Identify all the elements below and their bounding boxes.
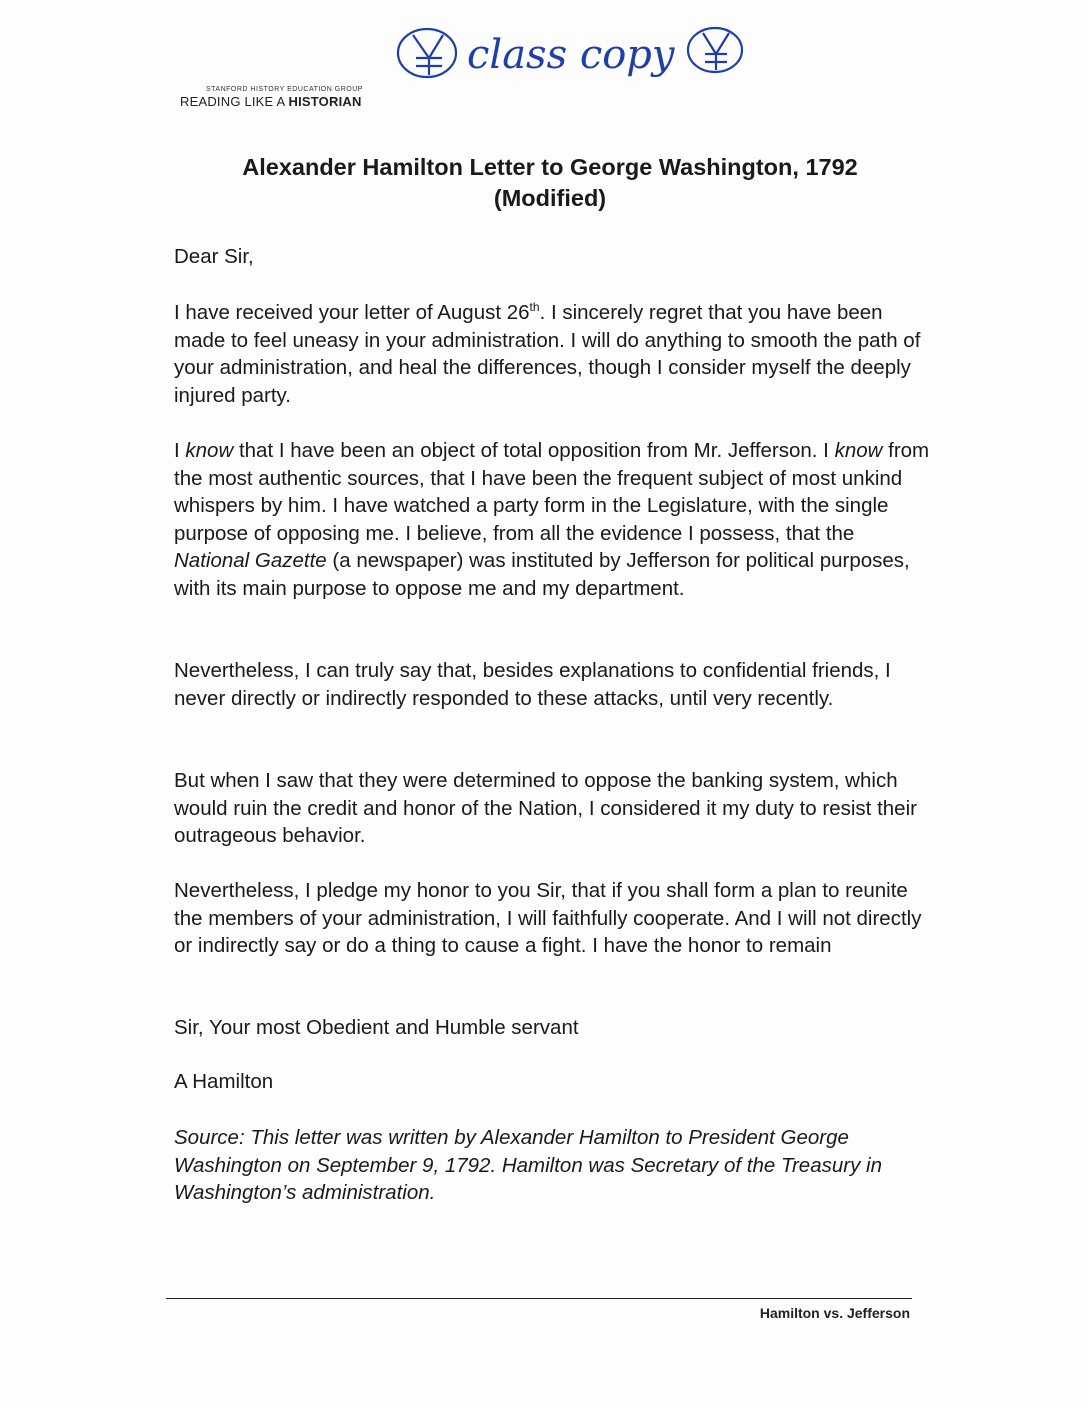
circled-mark-icon: [398, 29, 456, 77]
letter-salutation: Dear Sir,: [174, 245, 254, 268]
title-line-2: (Modified): [493, 185, 607, 211]
logo-name-text: [180, 94, 363, 109]
p2-italic-3: National Gazette: [174, 549, 327, 572]
letter-closing: Sir, Your most Obedient and Humble servant: [174, 1016, 579, 1039]
letter-signature: A Hamilton: [174, 1070, 274, 1093]
footer-label: Hamilton vs. Jefferson: [759, 1305, 910, 1321]
p2-text-b: that I have been an object of total opposition from Mr. Jefferson. I: [233, 439, 835, 462]
p2-italic-1: know: [185, 439, 234, 462]
circled-mark-icon: [688, 28, 742, 72]
letter-paragraph-4: But when I saw that they were determined to oppose the banking system, which would ruin the credit and honor of the Nation, I considered it my duty to resist their outrageous behavior.: [174, 769, 917, 847]
document-title: [140, 152, 960, 214]
footer-divider: [166, 1298, 912, 1299]
p2-text-d: (a newspaper) was instituted by Jefferson for political purposes, with its main purpose to oppose me and my department.: [174, 549, 910, 600]
letter-paragraph-2: [174, 437, 934, 602]
p1-text-b: . I sincerely regret that you have been made to feel uneasy in your administration. I will do anything to smooth the path of your administration, and heal the differences, though I consider myself the deeply injured party.: [174, 301, 921, 407]
logo-name-bold: HISTORIAN: [288, 94, 362, 109]
logo-name-prefix: READING LIKE A: [180, 94, 289, 109]
title-line-1: Alexander Hamilton Letter to George Washington, 1792: [242, 154, 858, 180]
annotation-drawing: [385, 20, 765, 100]
p2-text-c: from the most authentic sources, that I have been the frequent subject of most unkind whispers by him. I have watched a party form in the Legislature, with the single purpose of opposing me. I believe, from all the evidence I possess, that the: [174, 439, 930, 545]
p1-text-a: I have received your letter of August 26: [174, 301, 530, 324]
letter-paragraph-1: [174, 299, 934, 409]
p1-superscript: th: [529, 300, 540, 315]
p2-text-a: I: [174, 439, 186, 462]
annotation-text: class copy: [467, 32, 675, 78]
logo-org-text: STANFORD HISTORY EDUCATION GROUP: [206, 86, 363, 93]
shpeg-logo: [180, 86, 363, 109]
handwritten-annotation: [385, 20, 765, 100]
letter-paragraph-5: Nevertheless, I pledge my honor to you Sir, that if you shall form a plan to reunite the members of your administration, I will faithfully cooperate. And I will not directly or indirectly say or do a thing to cause a fight. I have the honor to remain: [174, 879, 922, 957]
letter-paragraph-3: Nevertheless, I can truly say that, besides explanations to confidential friends, I never directly or indirectly responded to these attacks, until very recently.: [174, 659, 891, 710]
p2-italic-2: know: [834, 439, 883, 462]
source-note: Source: This letter was written by Alexander Hamilton to President George Washington on September 9, 1792. Hamilton was Secretary of the Treasury in Washington’s administration.: [174, 1126, 882, 1204]
